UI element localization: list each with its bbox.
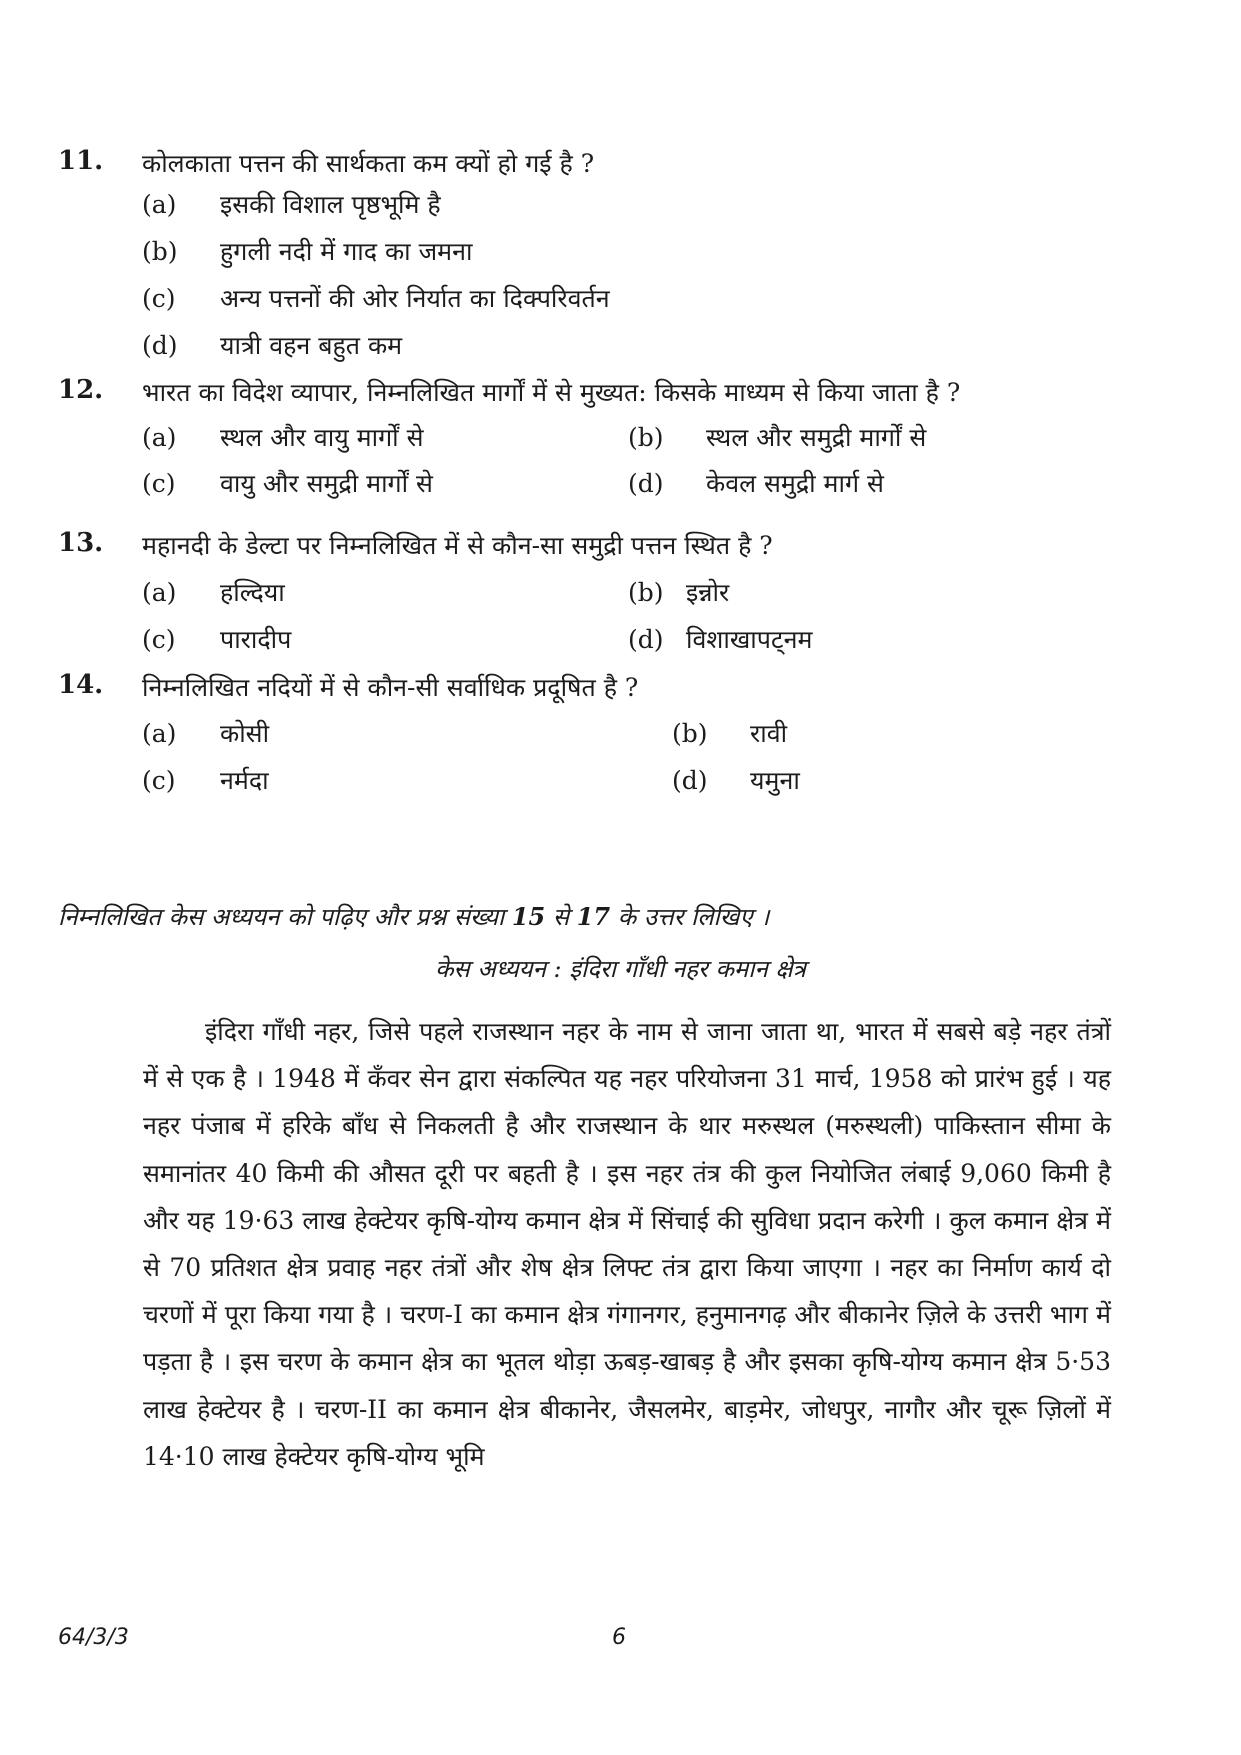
option-text: यात्री वहन बहुत कम: [220, 331, 403, 360]
question-text: महानदी के डेल्टा पर निम्नलिखित में से कौन-सा समुद्री पत्तन स्थित है ?: [142, 531, 773, 560]
option-text: नर्मदा: [220, 766, 269, 795]
case-study-instruction: [58, 900, 769, 933]
option-text: स्थल और समुद्री मार्गों से: [706, 423, 927, 452]
option-11-d: [142, 328, 402, 362]
question-number: 13.: [58, 528, 104, 558]
option-14-a: [142, 716, 269, 750]
option-label: (d): [628, 469, 664, 498]
option-14-d: [672, 763, 800, 797]
option-text: कोसी: [220, 719, 270, 748]
option-13-a: [142, 575, 285, 609]
option-text: वायु और समुद्री मार्गों से: [220, 469, 433, 498]
question-text: भारत का विदेश व्यापार, निम्नलिखित मार्गों में से मुख्यत: किसके माध्यम से किया जाता है ?: [142, 378, 961, 407]
option-label: (b): [628, 578, 664, 607]
option-label: (d): [628, 625, 664, 654]
option-12-d: [628, 466, 884, 500]
option-12-a: [142, 420, 424, 454]
question-number: 11.: [58, 146, 104, 176]
option-13-c: [142, 622, 291, 656]
option-11-a: [142, 187, 441, 221]
question-range-end: 17: [576, 902, 611, 931]
option-11-b: [142, 234, 472, 268]
option-label: (a): [142, 423, 177, 452]
instruction-text: निम्नलिखित केस अध्ययन को पढ़िए और प्रश्न संख्या: [58, 903, 512, 931]
case-study-title: केस अध्ययन : इंदिरा गाँधी नहर कमान क्षेत्र: [435, 955, 806, 983]
option-12-c: [142, 466, 433, 500]
question-number: 14.: [58, 670, 104, 700]
option-label: (d): [142, 331, 178, 360]
option-text: केवल समुद्री मार्ग से: [706, 469, 884, 498]
option-11-c: [142, 281, 610, 315]
option-label: (b): [628, 423, 664, 452]
question-range-start: 15: [511, 902, 546, 931]
option-text: यमुना: [750, 766, 800, 795]
question-number: 12.: [58, 375, 104, 405]
option-label: (b): [142, 237, 178, 266]
question-text: कोलकाता पत्तन की सार्थकता कम क्यों हो गई है ?: [142, 149, 595, 178]
option-label: (c): [142, 766, 176, 795]
instruction-text: के उत्तर लिखिए ।: [610, 903, 770, 931]
option-text: हल्दिया: [220, 578, 285, 607]
option-label: (a): [142, 578, 177, 607]
instruction-text: से: [545, 903, 577, 931]
option-text: अन्य पत्तनों की ओर निर्यात का दिक्परिवर्तन: [220, 284, 610, 313]
paper-code: 64/3/3: [58, 1625, 129, 1650]
option-label: (c): [142, 469, 176, 498]
option-label: (d): [672, 766, 708, 795]
option-13-d: [628, 622, 812, 656]
option-13-b: [628, 575, 729, 609]
option-text: स्थल और वायु मार्गों से: [220, 423, 424, 452]
option-14-c: [142, 763, 269, 797]
option-label: (b): [672, 719, 708, 748]
option-label: (c): [142, 625, 176, 654]
option-text: इन्नोर: [686, 578, 730, 607]
option-14-b: [672, 716, 787, 750]
option-12-b: [628, 420, 926, 454]
option-text: रावी: [750, 719, 788, 748]
question-text: निम्नलिखित नदियों में से कौन-सी सर्वाधिक प्रदूषित है ?: [142, 673, 639, 702]
option-label: (a): [142, 190, 177, 219]
option-label: (c): [142, 284, 176, 313]
option-text: पारादीप: [220, 625, 292, 654]
option-label: (a): [142, 719, 177, 748]
option-text: इसकी विशाल पृष्ठभूमि है: [220, 190, 441, 219]
page-number: 6: [612, 1625, 626, 1650]
option-text: विशाखापट्नम: [686, 625, 813, 654]
case-study-passage: इंदिरा गाँधी नहर, जिसे पहले राजस्थान नहर के नाम से जाना जाता था, भारत में सबसे बड़े नहर तंत्रों में से एक है । 1948 में कँवर सेन द्वारा संकल्पित यह नहर परियोजना 31 मार्च, 1958 को प्रारंभ हुई । यह नहर पंजाब में हरिके बाँध से निकलती है और राजस्थान के थार मरुस्थल (मरुस्थली) पाकिस्तान सीमा के समानांतर 40 किमी की औसत दूरी पर बहती है । इस नहर तंत्र की कुल नियोजित लंबाई 9,060 किमी है और यह 19·63 लाख हेक्टेयर कृषि-योग्य कमान क्षेत्र में सिंचाई की सुविधा प्रदान करेगी । कुल कमान क्षेत्र में से 70 प्रतिशत क्षेत्र प्रवाह नहर तंत्रों और शेष क्षेत्र लिफ्ट तंत्र द्वारा किया जाएगा । नहर का निर्माण कार्य दो चरणों में पूरा किया गया है । चरण-I का कमान क्षेत्र गंगानगर, हनुमानगढ़ और बीकानेर ज़िले के उत्तरी भाग में पड़ता है । इस चरण के कमान क्षेत्र का भूतल थोड़ा ऊबड़-खाबड़ है और इसका कृषि-योग्य कमान क्षेत्र 5·53 लाख हेक्टेयर है । चरण-II का कमान क्षेत्र बीकानेर, जैसलमेर, बाड़मेर, जोधपुर, नागौर और चूरू ज़िलों में 14·10 लाख हेक्टेयर कृषि-योग्य भूमि: [143, 1017, 1111, 1471]
option-text: हुगली नदी में गाद का जमना: [220, 237, 473, 266]
